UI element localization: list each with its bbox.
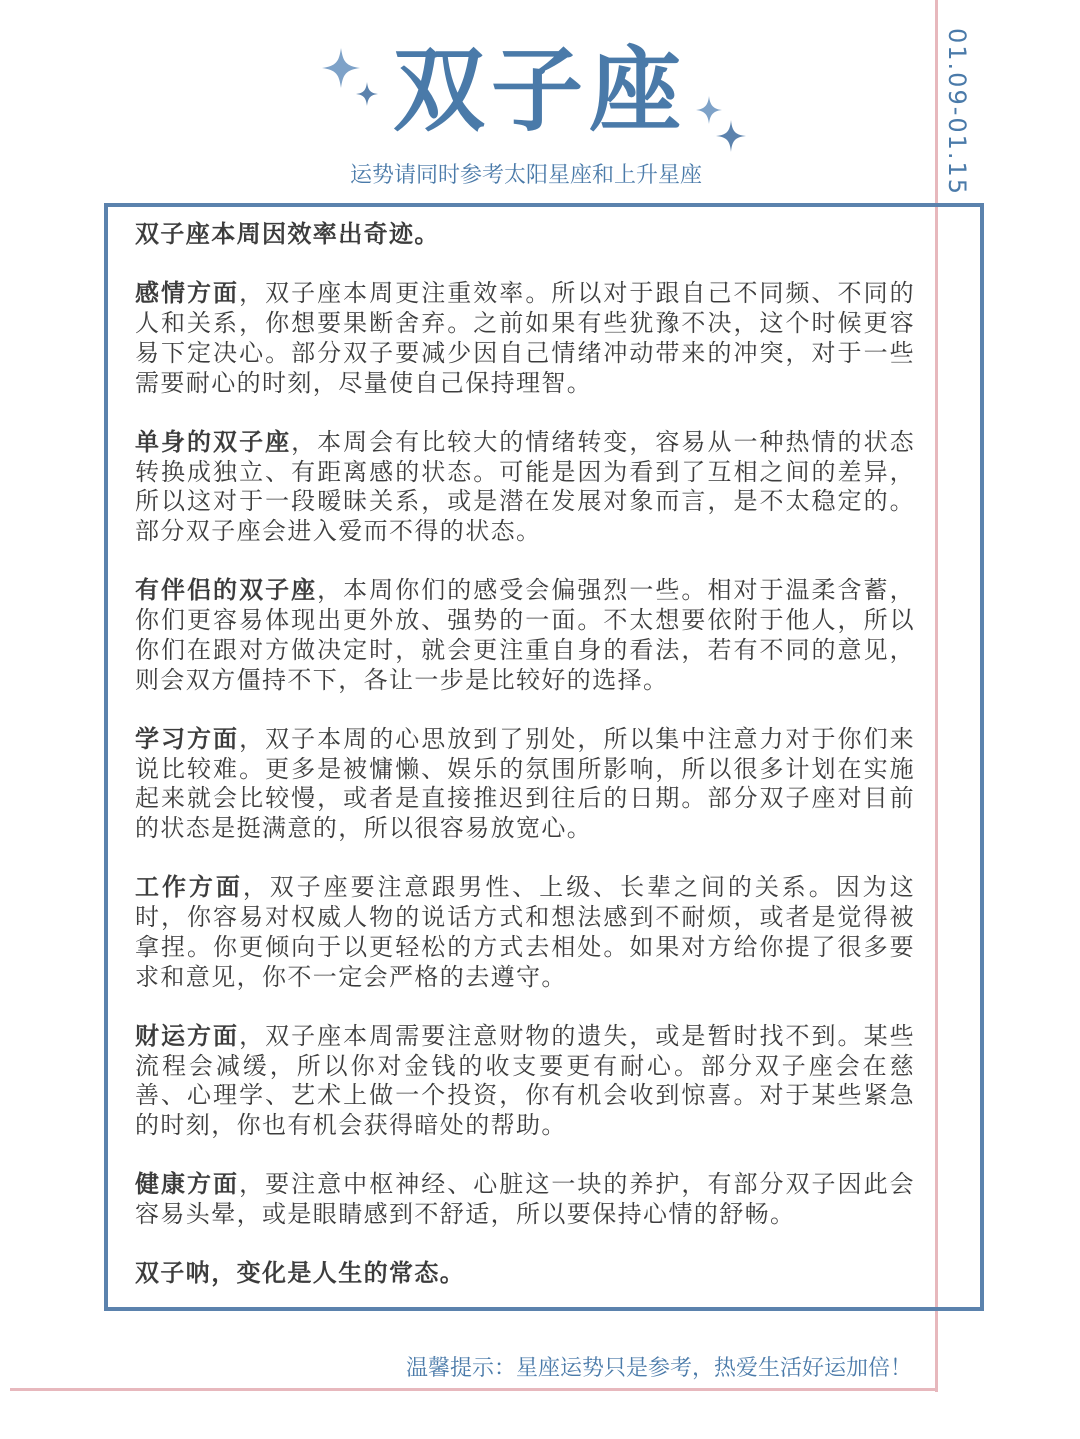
footer-tip: 温馨提示：星座运势只是参考，热爱生活好运加倍！ [405, 1356, 912, 1381]
section-text: ，双子座本周需要注意财物的遗失，或是暂时找不到。某些流程会减缓，所以你对金钱的收支要更有耐心。部分双子座会在慈善、心理学、艺术上做一个投资，你有机会收到惊喜。对于某些紧急的时刻，你也有机会获得暗处的帮助。 [135, 1021, 915, 1139]
section-wealth [135, 1022, 915, 1141]
section-heading: 感情方面 [135, 279, 240, 308]
horoscope-content [135, 220, 915, 1319]
section-heading: 学习方面 [135, 724, 240, 753]
subtitle: 运势请同时参考太阳星座和上升星座 [349, 163, 702, 188]
date-range: 01.09-01.15 [943, 28, 971, 197]
section-heading: 工作方面 [135, 873, 243, 902]
section-text: ，本周会有比较大的情绪转变，容易从一种热情的状态转换成独立、有距离感的状态。可能是因为看到了互相之间的差异，所以这对于一段暧昧关系，或是潜在发展对象而言，是不太稳定的。部分双子座会进入爱而不得的状态。 [135, 427, 915, 545]
outro-line: 双子呐，变化是人生的常态。 [135, 1259, 466, 1288]
section-partnered [135, 576, 915, 695]
section-heading: 财运方面 [135, 1021, 240, 1050]
section-single [135, 428, 915, 547]
section-text: ，要注意中枢神经、心脏这一块的养护，有部分双子因此会容易头晕，或是眼睛感到不舒适，所以要保持心情的舒畅。 [135, 1170, 915, 1229]
section-heading: 单身的双子座 [135, 427, 292, 456]
section-text: ，双子座要注意跟男性、上级、长辈之间的关系。因为这时，你容易对权威人物的说话方式和想法感到不耐烦，或者是觉得被拿捏。你更倾向于以更轻松的方式去相处。如果对方给你提了很多要求和意见，你不一定会严格的去遵守。 [135, 873, 916, 991]
page-title: 双子座 [392, 37, 687, 144]
intro-line: 双子座本周因效率出奇迹。 [135, 220, 440, 248]
section-love [135, 279, 915, 398]
section-work [135, 873, 915, 992]
section-text: ，双子本周的心思放到了别处，所以集中注意力对于你们来说比较难。更多是被慵懒、娱乐的氛围所影响，所以很多计划在实施起来就会比较慢，或者是直接推迟到往后的日期。部分双子座对目前的状态是挺满意的，所以很容易放宽心。 [135, 724, 915, 842]
section-text: ，本周你们的感受会偏强烈一些。相对于温柔含蓄，你们更容易体现出更外放、强势的一面。不太想要依附于他人，所以你们在跟对方做决定时，就会更注重自身的看法，若有不同的意见，则会双方僵持不下，各让一步是比较好的选择。 [135, 576, 915, 694]
section-text: ，双子座本周更注重效率。所以对于跟自己不同频、不同的人和关系，你想要果断舍弃。之前如果有些犹豫不决，这个时候更容易下定决心。部分双子要减少因自己情绪冲动带来的冲突，对于一些需要耐心的时刻，尽量使自己保持理智。 [135, 279, 915, 397]
section-heading: 健康方面 [135, 1170, 240, 1199]
section-heading: 有伴侣的双子座 [135, 576, 318, 605]
pink-horizontal-line [10, 1388, 938, 1391]
section-health [135, 1170, 915, 1229]
section-study [135, 725, 915, 844]
